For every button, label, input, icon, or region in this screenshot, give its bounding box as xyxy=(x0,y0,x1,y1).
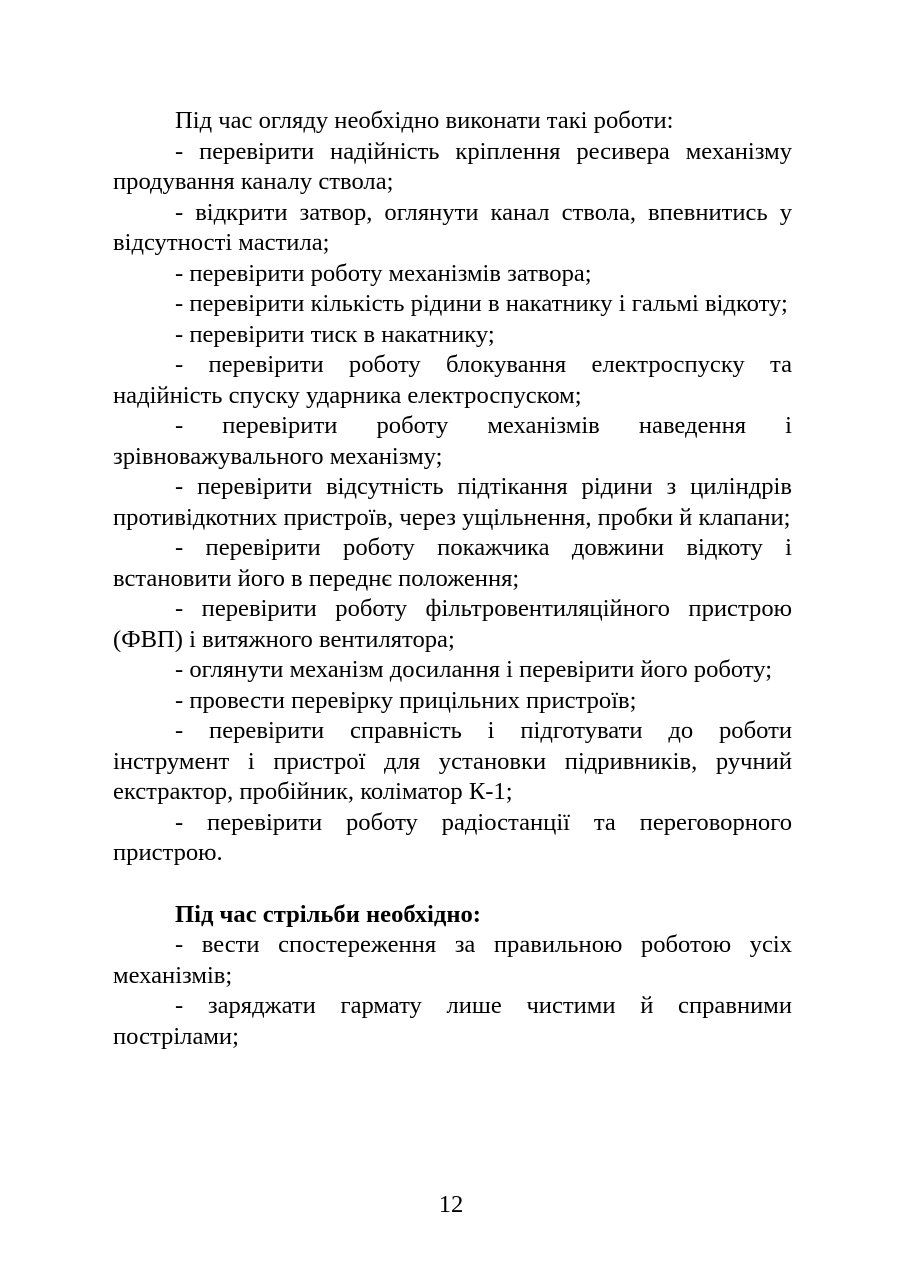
inspection-item: - перевірити роботу фільтровентиляційного пристрою (ФВП) і витяжного вентилятора; xyxy=(113,595,792,653)
inspection-item: - провести перевірку прицільних пристроїв; xyxy=(175,686,637,714)
inspection-item: - перевірити кількість рідини в накатнику і гальмі відкоту; xyxy=(175,290,788,317)
inspection-intro: Під час огляду необхідно виконати такі роботи: xyxy=(175,107,674,134)
firing-item: - заряджати гармату лише чистими й справними пострілами; xyxy=(113,992,792,1050)
inspection-item: - оглянути механізм досилання і перевірити його роботу; xyxy=(175,656,773,683)
inspection-item: - перевірити роботу покажчика довжини відкоту і встановити його в переднє положення; xyxy=(113,534,792,592)
inspection-item: - перевірити справність і підготувати до роботи інструмент і пристрої для установки підривників, ручний екстрактор, пробійник, коліматор К-1; xyxy=(113,717,792,805)
main-text xyxy=(113,106,792,1052)
page-number: 12 xyxy=(438,1191,464,1218)
inspection-item: - відкрити затвор, оглянути канал ствола, впевнитись у відсутності мастила; xyxy=(113,198,792,256)
inspection-item: - перевірити надійність кріплення ресивера механізму продування каналу ствола; xyxy=(113,137,792,195)
inspection-item: - перевірити роботу механізмів затвора; xyxy=(175,259,592,287)
inspection-item: - перевірити роботу радіостанції та переговорного пристрою. xyxy=(113,808,792,866)
firing-heading: Під час стрільби необхідно: xyxy=(175,900,481,928)
inspection-item: - перевірити відсутність підтікання рідини з циліндрів противідкотних пристроїв, через ущільнення, пробки й клапани; xyxy=(113,473,792,531)
inspection-item: - перевірити роботу механізмів наведення і зрівноважувального механізму; xyxy=(113,412,792,470)
inspection-item: - перевірити роботу блокування електроспуску та надійність спуску ударника електроспуском; xyxy=(113,351,792,409)
firing-item: - вести спостереження за правильною роботою усіх механізмів; xyxy=(113,931,792,989)
inspection-item: - перевірити тиск в накатнику; xyxy=(175,320,495,348)
